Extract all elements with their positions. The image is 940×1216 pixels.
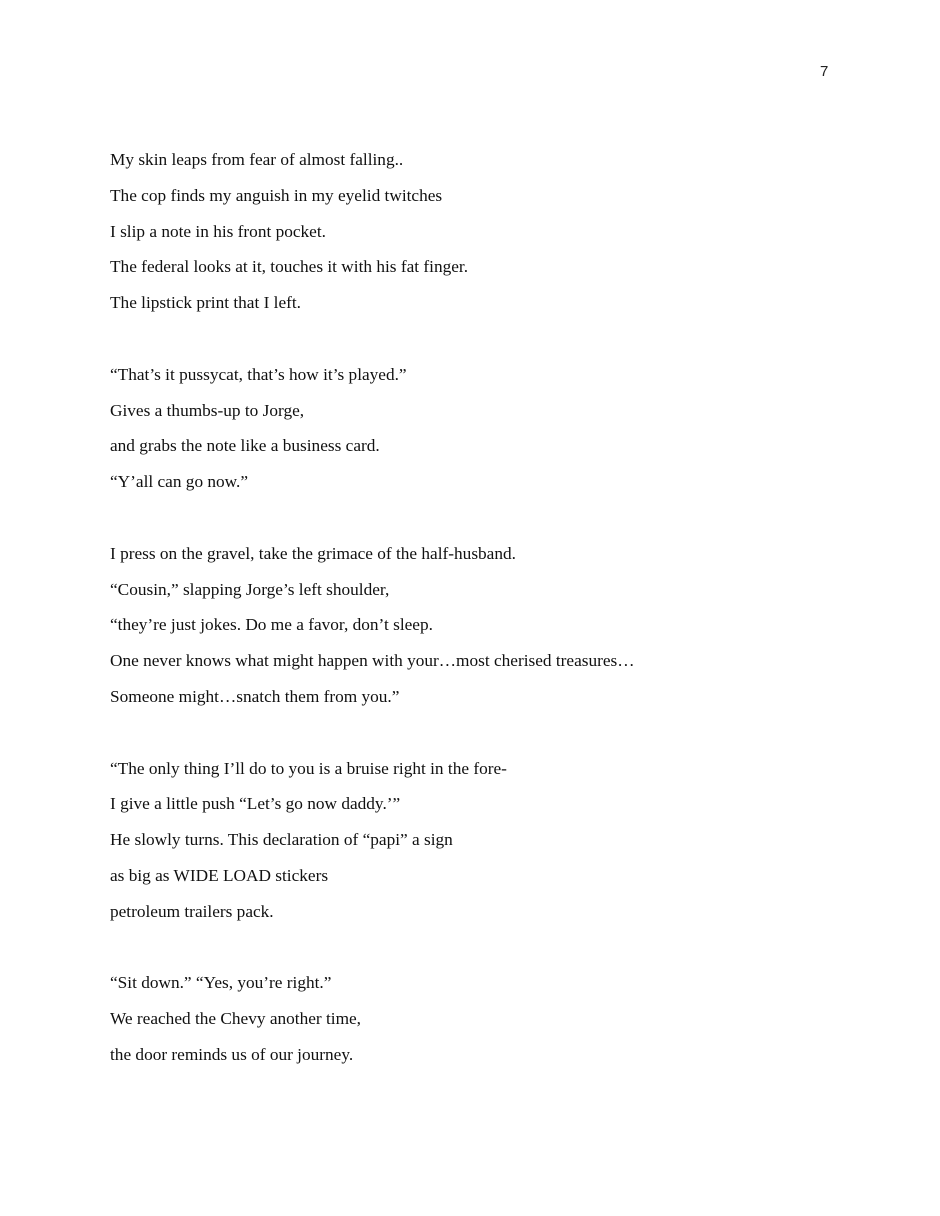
poem-line: and grabs the note like a business card. — [110, 436, 380, 456]
poem-line: I slip a note in his front pocket. — [110, 221, 326, 241]
poem-line: We reached the Chevy another time, — [110, 1009, 361, 1029]
poem-line: He slowly turns. This declaration of “papi” a sign — [110, 830, 453, 850]
poem-line: “Cousin,” slapping Jorge’s left shoulder, — [110, 579, 390, 599]
poem-line: I press on the gravel, take the grimace of the half-husband. — [110, 543, 516, 563]
poem-line: as big as WIDE LOAD stickers — [110, 865, 329, 885]
poem-line: “Y’all can go now.” — [110, 472, 249, 492]
stanza-2 — [110, 363, 830, 506]
stanza-1 — [110, 148, 830, 327]
poem-line: My skin leaps from fear of almost falling.. — [110, 150, 404, 169]
poem-line: Someone might…snatch them from you.” — [110, 686, 400, 706]
poem-line: The lipstick print that I left. — [110, 293, 302, 313]
poem-line: The cop finds my anguish in my eyelid twitches — [110, 185, 443, 205]
poem-line: “Sit down.” “Yes, you’re right.” — [110, 973, 332, 993]
page-number: 7 — [820, 63, 829, 80]
poem-line: the door reminds us of our journey. — [110, 1044, 354, 1064]
poem-line: One never knows what might happen with your…most cherised treasures… — [110, 651, 635, 671]
stanza-4 — [110, 757, 830, 936]
poem-line: “they’re just jokes. Do me a favor, don’t sleep. — [110, 615, 433, 635]
stanza-3 — [110, 542, 830, 721]
poem-line: “That’s it pussycat, that’s how it’s played.” — [110, 364, 407, 384]
poem-line: The federal looks at it, touches it with his fat finger. — [110, 257, 469, 277]
poem-line: “The only thing I’ll do to you is a bruise right in the fore- — [110, 758, 507, 778]
poem-line: I give a little push “Let’s go now daddy.’” — [110, 794, 401, 814]
poem-body — [110, 148, 830, 1115]
stanza-5 — [110, 971, 830, 1078]
poem-line: Gives a thumbs-up to Jorge, — [110, 400, 305, 420]
poem-line: petroleum trailers pack. — [110, 901, 274, 921]
